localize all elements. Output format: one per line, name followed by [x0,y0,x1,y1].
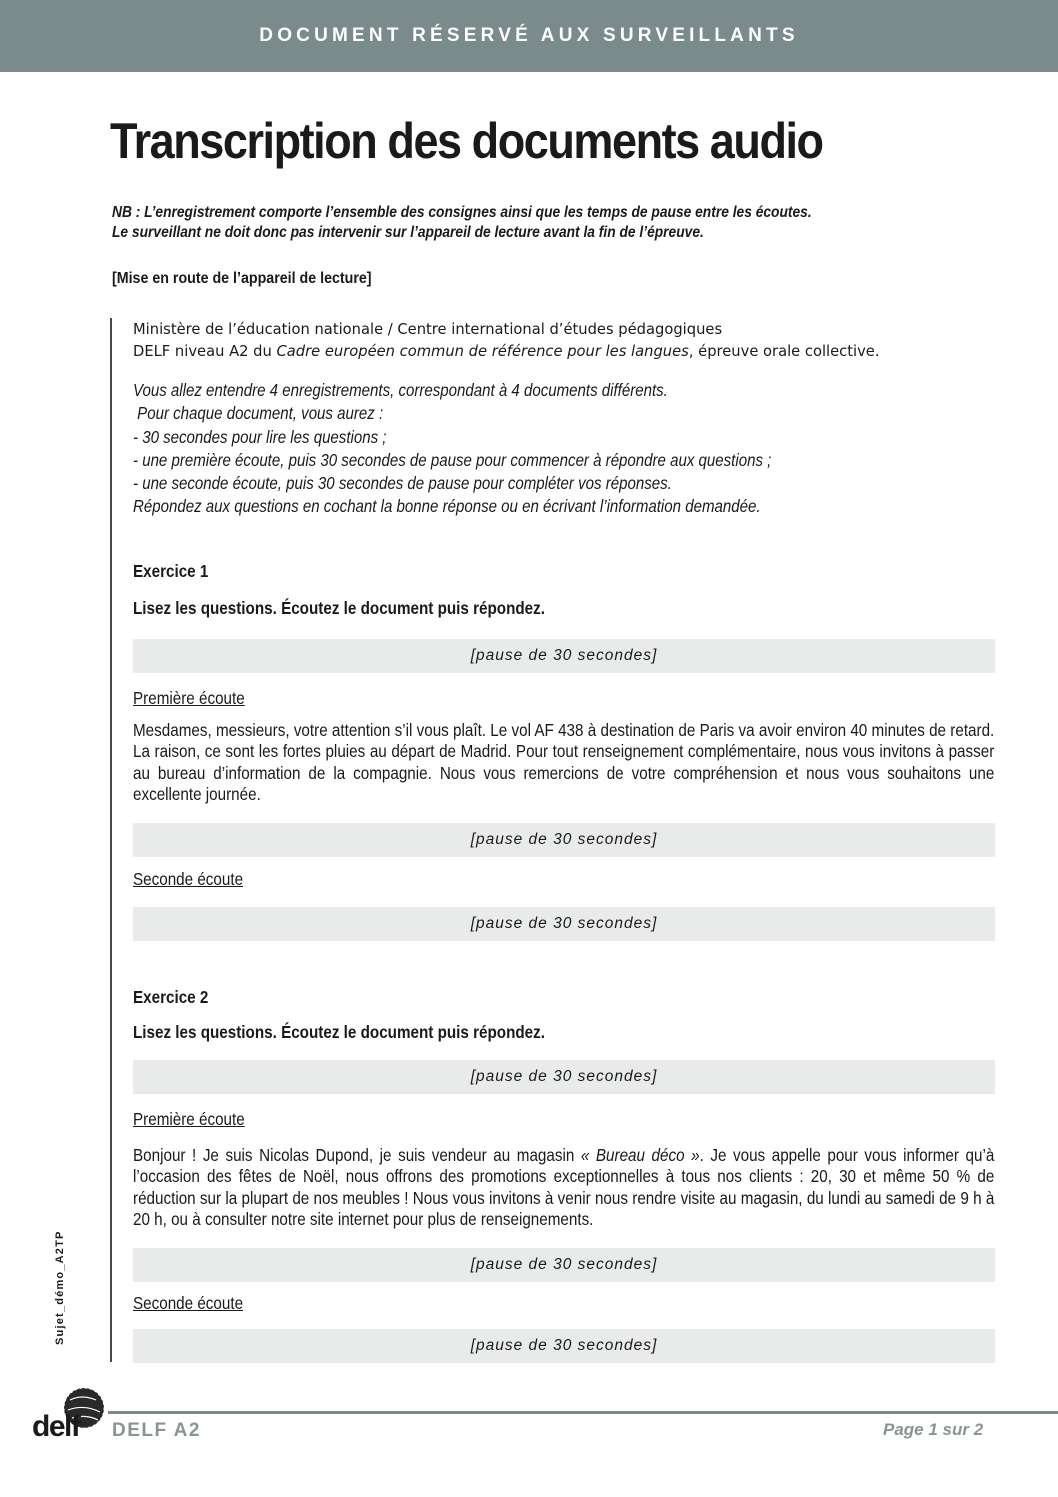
footer-level: DELF A2 [112,1420,201,1441]
intro-line-1: Ministère de l’éducation nationale / Centre international d’études pédagogiques [133,320,723,338]
pause-bar [133,907,995,941]
reserved-banner [0,0,1058,72]
pause-bar [133,1248,995,1282]
page-number: Page 1 sur 2 [883,1420,984,1439]
mise-en-route: [Mise en route de l’appareil de lecture] [112,270,372,287]
exercice-1-transcript: Mesdames, messieurs, votre attention s’il vous plaît. Le vol AF 438 à destination de Paris va avoir environ 40 minutes de retard. La raison, ce sont les fortes pluies au départ de Madrid. Pour tout renseignement complémentaire, nous vous invitons à passer au bureau d’information de la compagnie. Nous vous remercions de votre compréhension et nous vous souhaitons une excellente journée. [133,720,995,804]
intro-line-2-a: DELF niveau A2 du [133,342,277,360]
margin-rule [110,318,112,1362]
nb-line-2: Le surveillant ne doit donc pas intervenir sur l’appareil de lecture avant la fin de l’épreuve. [112,224,704,241]
intro-block [133,318,880,362]
exercice-1-consigne: Lisez les questions. Écoutez le document puis répondez. [133,598,545,618]
instruction-line: - 30 secondes pour lire les questions ; [133,426,387,447]
page-title: Transcription des documents audio [110,113,823,169]
pause-bar [133,639,995,673]
exercice-1-seconde-ecoute: Seconde écoute [133,869,244,889]
pause-bar [133,1329,995,1363]
pause-label: [pause de 30 secondes] [470,1337,658,1354]
intro-line-2-c: , épreuve orale collective. [688,342,880,360]
transcript-part: Bonjour ! Je suis Nicolas Dupond, je suis vendeur au magasin [133,1145,581,1165]
banner-text: DOCUMENT RÉSERVÉ AUX SURVEILLANTS [259,25,799,46]
footer-rule [108,1411,1058,1414]
pause-label: [pause de 30 secondes] [470,647,658,664]
intro-line-2 [133,340,880,362]
instruction-line: - une première écoute, puis 30 secondes de pause pour commencer à répondre aux questions ; [133,449,772,470]
side-document-code: Sujet_démo_A2TP [54,1230,66,1345]
nb-line-1: NB : L’enregistrement comporte l’ensemble des consignes ainsi que les temps de pause entre les écoutes. [112,204,812,221]
instruction-line: Répondez aux questions en cochant la bonne réponse ou en écrivant l’information demandée. [133,496,761,517]
logo-text: delf [32,1410,80,1443]
exercice-2-consigne: Lisez les questions. Écoutez le document puis répondez. [133,1022,545,1042]
pause-bar [133,823,995,857]
transcript-part: . Je vous appelle pour vous informer qu’à l’occasion des fêtes de Noël, nous offrons des promotions exceptionnelles à tous nos clients : 20, 30 et même 50 % de réduction sur la plupart de nos meubles ! Nous vous invitons à venir nous rendre visite au magasin, du lundi au samedi de 9 h à 20 h, ou à consulter notre site internet pour plus de renseignements. [133,1145,995,1229]
instruction-line: Vous allez entendre 4 enregistrements, correspondant à 4 documents différents. [133,380,668,400]
exercice-1-premiere-ecoute: Première écoute [133,688,245,708]
instructions-block [133,379,771,519]
delf-logo [30,1384,108,1446]
instruction-line: - une seconde écoute, puis 30 secondes de pause pour compléter vos réponses. [133,473,672,494]
exercice-2-premiere-ecoute: Première écoute [133,1109,245,1129]
exercice-2-transcript [133,1145,994,1230]
pause-bar [133,1060,995,1094]
exercice-1-title: Exercice 1 [133,561,209,581]
pause-label: [pause de 30 secondes] [470,1068,658,1085]
pause-label: [pause de 30 secondes] [470,1256,658,1273]
pause-label: [pause de 30 secondes] [470,915,658,932]
instruction-line: Pour chaque document, vous aurez : [133,403,384,424]
pause-label: [pause de 30 secondes] [470,831,658,848]
nb-note [112,203,812,243]
intro-line-2-b: Cadre européen commun de référence pour les langues [276,342,689,360]
transcript-store-name: « Bureau déco » [580,1145,700,1165]
exercice-2-title: Exercice 2 [133,987,209,1007]
exercice-2-seconde-ecoute: Seconde écoute [133,1293,244,1313]
